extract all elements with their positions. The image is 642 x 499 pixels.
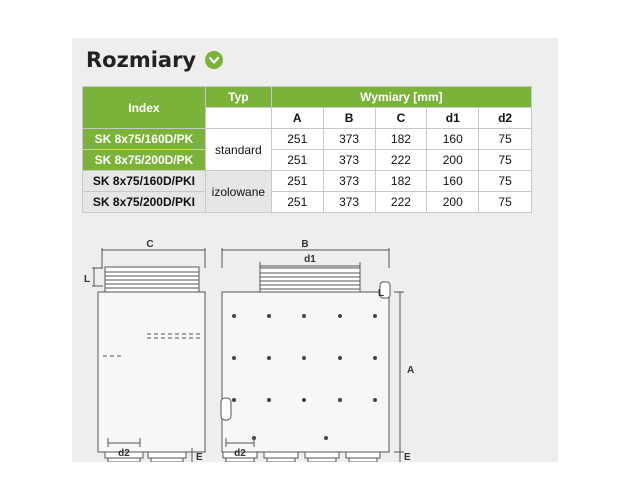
cell-d1: 200 [427, 192, 479, 213]
front-view-top-collar [260, 268, 360, 292]
chevron-down-circle-icon[interactable] [205, 51, 223, 69]
cell-c: 222 [375, 192, 427, 213]
cell-b: 373 [323, 171, 375, 192]
cell-b: 373 [323, 129, 375, 150]
cell-d2: 75 [479, 129, 532, 150]
section-title: Rozmiary [86, 48, 197, 72]
cell-c: 182 [375, 129, 427, 150]
side-view-body [98, 292, 205, 452]
label-e-right: E [404, 452, 411, 462]
dim-header-c: C [375, 108, 427, 129]
cell-d1: 160 [427, 171, 479, 192]
drawing-bottom-dims [72, 438, 558, 462]
dim-header-b: B [323, 108, 375, 129]
row-index: SK 8x75/160D/PKI [83, 171, 206, 192]
index-header: Index [83, 87, 206, 129]
row-index: SK 8x75/160D/PK [83, 129, 206, 150]
cell-d2: 75 [479, 171, 532, 192]
cell-d1: 200 [427, 150, 479, 171]
cell-c: 222 [375, 150, 427, 171]
type-standard: standard [205, 129, 271, 171]
dim-header-d2: d2 [479, 108, 532, 129]
cell-d2: 75 [479, 150, 532, 171]
table-row [83, 171, 532, 192]
cell-a: 251 [271, 150, 323, 171]
table-row [83, 150, 532, 171]
cell-d2: 75 [479, 192, 532, 213]
cell-a: 251 [271, 171, 323, 192]
label-a: A [407, 365, 415, 376]
label-l-right: L [378, 288, 385, 299]
label-c: C [146, 239, 154, 250]
dims-header: Wymiary [mm] [271, 87, 531, 108]
title-row [86, 48, 223, 72]
dimensions-table [82, 86, 532, 213]
label-d2-right: d2 [234, 448, 246, 459]
cell-a: 251 [271, 129, 323, 150]
cell-c: 182 [375, 171, 427, 192]
cell-d1: 160 [427, 129, 479, 150]
label-b: B [301, 239, 309, 250]
technical-drawing [72, 238, 558, 462]
label-d2-left: d2 [118, 448, 130, 459]
label-d1: d1 [304, 254, 316, 265]
label-l-left: L [84, 274, 91, 285]
label-e-left: E [196, 452, 203, 462]
typ-header: Typ [205, 87, 271, 108]
table-header-row [83, 87, 532, 108]
cell-b: 373 [323, 192, 375, 213]
table-row [83, 192, 532, 213]
row-index: SK 8x75/200D/PKI [83, 192, 206, 213]
dim-header-d1: d1 [427, 108, 479, 129]
table-row [83, 129, 532, 150]
cell-b: 373 [323, 150, 375, 171]
row-index: SK 8x75/200D/PK [83, 150, 206, 171]
dim-header-a: A [271, 108, 323, 129]
cell-a: 251 [271, 192, 323, 213]
type-izolowane: izolowane [205, 171, 271, 213]
sizes-panel [72, 38, 558, 462]
typ-subheader-blank [205, 108, 271, 129]
